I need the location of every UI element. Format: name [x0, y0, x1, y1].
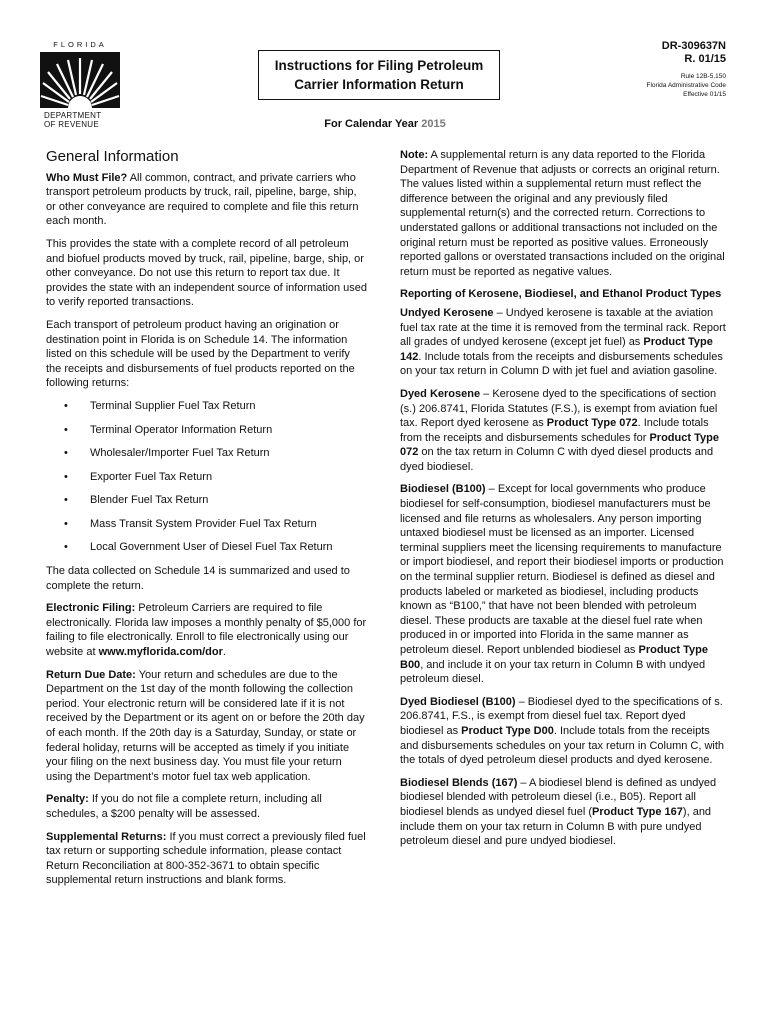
due-date-paragraph [46, 668, 368, 785]
biodiesel-blends-product-type: Product Type 167 [592, 805, 683, 818]
undyed-kerosene-label: Undyed Kerosene [400, 306, 494, 319]
biodiesel-product-type: Product Type B00 [400, 644, 708, 671]
biodiesel-blends-text-2: ), and include them on your tax return in Column B with pure undyed petroleum diesel and pure undyed biodiesel. [400, 805, 712, 848]
biodiesel-paragraph [400, 482, 730, 686]
undyed-kerosene-text: – Undyed kerosene is taxable at the aviation fuel tax rate at the time it is removed from the terminal rack. Report all grades of undyed kerosene (except jet fuel) as [400, 306, 726, 349]
supplemental-returns-text: If you must correct a previously filed fuel tax return or supporting schedule information, please contact Return Reconciliation at 800-352-3671 to obtain specific supplemental return instructions and blank forms. [46, 830, 366, 887]
list-item: • Mass Transit System Provider Fuel Tax Return [46, 517, 368, 532]
biodiesel-text-2: , and include it on your tax return in Column B with undyed petroleum diesel. [400, 658, 706, 686]
logo-state-name: FLORIDA [53, 40, 107, 49]
note-paragraph [400, 148, 730, 279]
admin-code: Florida Administrative Code [646, 82, 726, 89]
title-line-1: Instructions for Filing Petroleum [274, 58, 484, 73]
dyed-kerosene-text-3: on the tax return in Column C with dyed diesel products and dyed biodiesel. [400, 446, 714, 473]
biodiesel-label: Biodiesel (B100) [400, 483, 486, 496]
supplemental-returns-paragraph [46, 830, 368, 888]
note-label: Note: [400, 149, 429, 161]
form-number-block [647, 40, 726, 99]
calendar-year-line [0, 118, 770, 130]
dyed-kerosene-paragraph [400, 387, 730, 475]
undyed-kerosene-product-type: Product Type 142 [400, 336, 713, 363]
dyed-kerosene-product-type-2: Product Type 072 [400, 431, 719, 459]
electronic-filing-label: Electronic Filing: [46, 602, 136, 615]
electronic-filing-text: Petroleum Carriers are required to file electronically. Florida law imposes a monthly penalty of $5,000 for failing to file electronically. Enroll to file electronically using our website at [46, 602, 367, 659]
dyed-biodiesel-text: – Biodiesel dyed to the specifications of s. 206.8741, F.S., is exempt from diesel fuel tax. Report dyed biodiesel as [400, 695, 723, 737]
sunburst-emblem-icon [40, 52, 120, 108]
list-item: • Local Government User of Diesel Fuel Tax Return [46, 540, 368, 555]
reporting-product-types-heading: Reporting of Kerosene, Biodiesel, and Ethanol Product Types [400, 288, 722, 301]
data-collected-paragraph: The data collected on Schedule 14 is summarized and used to complete the return. [46, 565, 350, 592]
title-line-2: Carrier Information Return [294, 77, 464, 92]
penalty-paragraph [46, 792, 368, 821]
effective-date: Effective 01/15 [683, 91, 726, 98]
list-item: • Wholesaler/Importer Fuel Tax Return [46, 446, 368, 461]
note-text: A supplemental return is any data reported to the Florida Department of Revenue that adjusts or corrects an original return. The values listed within a supplemental return must reflect the difference between the original and any previously filed supplemental return(s) and the corrected return. Corrections to understated gallons or additional transactions not included on the original return must be reported as positive values. Erroneously reported gallons or overstated transactions included on the original return must be reported as negative values. [400, 149, 725, 278]
dyed-kerosene-product-type: Product Type 072 [546, 417, 638, 430]
general-information-heading: General Information [46, 148, 179, 165]
who-must-file-label: Who Must File? [46, 171, 128, 184]
document-title-box [258, 50, 500, 100]
list-item: • Exporter Fuel Tax Return [46, 470, 368, 485]
supplemental-returns-label: Supplemental Returns: [46, 830, 167, 843]
dyed-kerosene-text-2: . Include totals from the receipts and disbursements schedules for [400, 417, 709, 444]
electronic-filing-end: . [222, 646, 226, 659]
provides-paragraph: This provides the state with a complete record of all petroleum and biofuel products moved by truck, rail, pipeline, barge, ship, or other conveyance. Do not use this return to report tax due. It provides the state with an independent source of information used to verify reported transactions. [46, 237, 368, 309]
dyed-biodiesel-product-type: Product Type D00 [461, 724, 554, 737]
list-item: • Terminal Supplier Fuel Tax Return [46, 399, 368, 414]
right-column [400, 148, 730, 857]
dyed-biodiesel-text-2: . Include totals from the receipts and disbursements schedules on your tax return in Column C, with the totals of dyed petroleum diesel products and dyed kerosene. [400, 724, 725, 767]
returns-list [46, 399, 368, 555]
biodiesel-text: – Except for local governments who produce biodiesel for self-consumption, biodiesel manufacturers must be licensed and file returns as wholesalers. Any person importing untaxed biodiesel must be licensed as an importer. Licensed terminal suppliers meet the licensing requirements to manufacture or import biodiesel, and report their biodiesel imports or production on the terminal supplier return. Biodiesel is defined as diesel and products labeled or marketed as biodiesel, including products known as “B100,” that have not been blended with petroleum diesel. These products are taxable at the diesel fuel rate when produced in or imported into Florida in the same manner as petroleum diesel. Report unblended biodiesel as [400, 483, 724, 656]
dyed-biodiesel-paragraph [400, 695, 730, 768]
undyed-kerosene-paragraph [400, 306, 730, 379]
electronic-filing-paragraph [46, 601, 368, 659]
logo-dept-line1: DEPARTMENT [44, 111, 102, 120]
due-date-label: Return Due Date: [46, 668, 136, 681]
biodiesel-blends-paragraph [400, 776, 730, 849]
rule-reference [647, 72, 726, 99]
penalty-label: Penalty: [46, 793, 89, 806]
calendar-year-label: For Calendar Year [324, 118, 419, 130]
penalty-text: If you do not file a complete return, including all schedules, a $200 penalty will be assessed. [46, 793, 322, 820]
dyed-kerosene-text: – Kerosene dyed to the specifications of section (s.) 206.8741, Florida Statutes (F.S.), is exempt from aviation fuel tax. Report dyed kerosene as [400, 387, 718, 430]
undyed-kerosene-text-2: . Include totals from the receipts and disbursements schedules on your tax return in Column D with jet fuel and aviation gasoline. [400, 350, 723, 378]
calendar-year-value: 2015 [421, 118, 446, 130]
who-must-file-paragraph [46, 171, 368, 229]
logo-dept-line2: OF REVENUE [44, 120, 100, 129]
list-item: • Blender Fuel Tax Return [46, 493, 368, 508]
dyed-kerosene-label: Dyed Kerosene [400, 387, 481, 400]
biodiesel-blends-label: Biodiesel Blends (167) [400, 776, 518, 789]
due-date-text: Your return and schedules are due to the Department on the 1st day of the month following the collection period. Your electronic return will be considered late if it is not received by the Department or its agent on or before the 20th day of each month. If the 20th day is a Saturday, Sunday, or state or federal holiday, returns will be accepted as timely if you initiate your filing on the next business day. You must file your return using the Department’s motor fuel tax web application. [46, 668, 365, 783]
dor-website-link[interactable]: www.myflorida.com/dor [98, 646, 223, 659]
biodiesel-blends-text: – A biodiesel blend is defined as undyed biodiesel blended with petroleum diesel (i.e., B05). Report all biodiesel blends as undyed diesel fuel ( [400, 776, 717, 818]
who-must-file-text: All common, contract, and private carriers who transport petroleum products by truck, rail, pipeline, barge, ship, or other conveyance are required to complete and file this return each month. [46, 171, 359, 228]
form-number: DR-309637N [661, 40, 726, 52]
dyed-biodiesel-label: Dyed Biodiesel (B100) [400, 695, 516, 708]
form-revision: R. 01/15 [684, 53, 726, 65]
left-column [46, 148, 368, 896]
list-item: • Terminal Operator Information Return [46, 423, 368, 438]
rule-number: Rule 12B-5.150 [680, 73, 726, 80]
dor-logo [40, 40, 120, 129]
each-transport-paragraph: Each transport of petroleum product having an origination or destination point in Florida is on Schedule 14. The information listed on this schedule will be used by the Department to verify the receipts and disbursements of fuel products reported on the following returns: [46, 318, 355, 390]
